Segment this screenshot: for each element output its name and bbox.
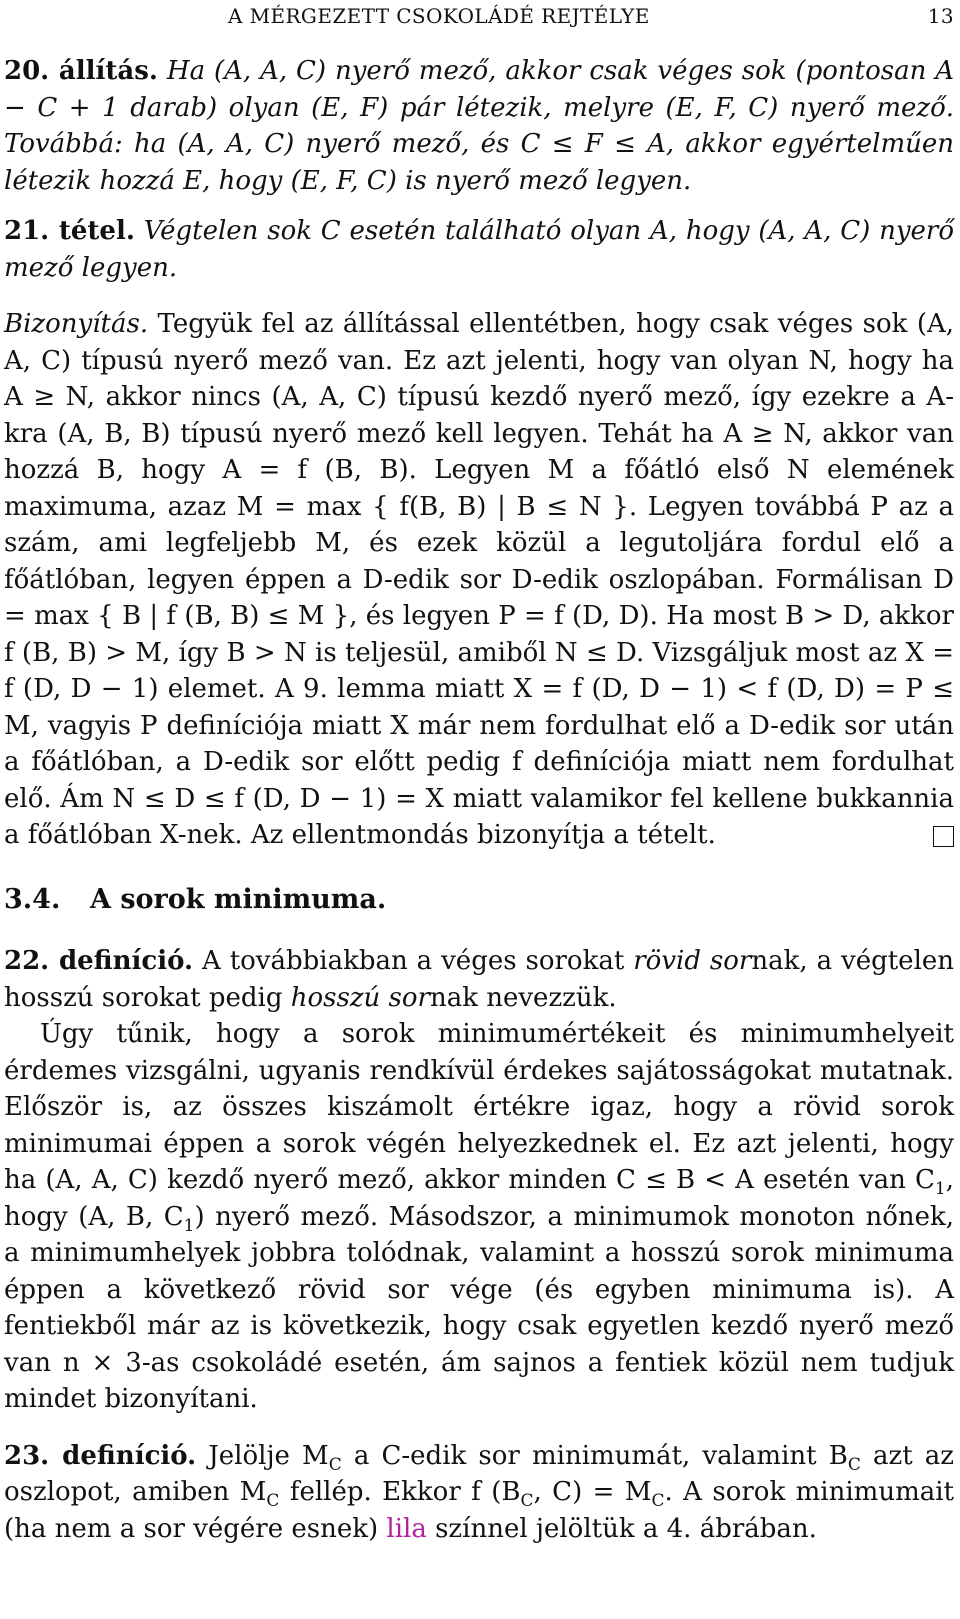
section-number: 3.4. — [4, 883, 61, 915]
proof — [4, 306, 954, 854]
claim-20-text: Ha (A, A, C) nyerő mező, akkor csak véges sok (pontosan A − C + 1 darab) olyan (E, F) pár létezik, melyre (E, F, C) nyerő mező. Továbbá: ha (A, A, C) nyerő mező, és C ≤ F ≤ A, akkor egyértelműen létezik hozzá E, hogy (E, F, C) is nyerő mező legyen. — [4, 56, 955, 196]
subscript: C — [520, 1491, 534, 1512]
definition-22-text: nak, a végtelen hosszú sorokat pedig — [4, 946, 955, 1013]
definition-22-text: A továbbiakban a véges sorokat — [201, 946, 634, 976]
definition-22-text: nak nevezzük. — [429, 982, 617, 1013]
running-title: A MÉRGEZETT CSOKOLÁDÉ REJTÉLYE — [228, 4, 650, 28]
definition-23-text: Jelölje M — [208, 1440, 329, 1471]
paragraph-text: Úgy tűnik, hogy a sorok minimumértékeit és minimumhelyeit érdemes vizsgálni, ugyanis rendkívül érdekes sajátosságokat mutatnak. Először is, az összes kiszámolt értékre igaz, hogy a rövid sorok minimumai éppen a sorok végén helyezkednek el. Ez azt jelenti, hogy ha (A, A, C) kezdő nyerő mező, akkor minden C ≤ B < A esetén van C — [4, 1019, 954, 1195]
definition-23-text: a C-edik sor minimumát, valamint B — [341, 1440, 848, 1471]
subscript: 1 — [934, 1179, 946, 1200]
definition-23-text: . A sorok minimumait (ha nem a sor végére esnek) — [4, 1477, 954, 1544]
definition-23-text: azt az oszlopot, amiben M — [4, 1440, 954, 1507]
theorem-21-text: Végtelen sok C esetén található olyan A, hogy (A, A, C) nyerő mező legyen. — [4, 216, 954, 283]
page-body — [4, 53, 954, 1547]
definition-23-text: színnel jelöltük a 4. ábrában. — [426, 1513, 817, 1544]
theorem-21 — [4, 213, 954, 286]
paragraph-text: ) nyerő mező. Másodszor, a minimumok monoton nőnek, a minimumhelyek jobbra tolódnak, valamint a hosszú sorok minimuma éppen a következő rövid sor vége (és egyben minimuma is). A fentiekből már az is következik, hogy csak egyetlen kezdő nyerő mező van n × 3-as csokoládé esetén, ám sajnos a fentiek közül nem tudjuk mindet bizonyítani. — [4, 1201, 954, 1414]
claim-20 — [4, 53, 954, 199]
term-short-row: rövid sor — [633, 946, 752, 976]
paragraph-text: , hogy (A, B, C — [4, 1165, 954, 1232]
proof-text: Tegyük fel az állítással ellentétben, hogy csak véges sok (A, A, C) típusú nyerő mező van. Ez azt jelenti, hogy van olyan N, hogy ha A ≥ N, akkor nincs (A, A, C) típusú kezdő nyerő mező, így ezekre a A-kra (A, B, B) típusú nyerő mező kell legyen. Tehát ha A ≥ N, akkor van hozzá B, hogy A = f (B, B). Legyen M a főátló első N elemének maximuma, azaz M = max { f(B, B) | B ≤ N }. Legyen továbbá P az a szám, ami legfeljebb M, és ezek közül a legutoljára fordul elő a főátlóban, legyen éppen a D-edik sor D-edik oszlopában. Formálisan D = max { B | f (B, B) ≤ M }, és legyen P = f (D, D). Ha most B > D, akkor f (B, B) > M, így B > N is teljesül, amiből N ≤ D. Vizsgáljuk most az X = f (D, D − 1) elemet. A 9. lemma miatt X = f (D, D − 1) < f (D, D) = P ≤ M, vagyis P definíciója miatt X már nem fordulhat elő a D-edik sor után a főátlóban, a D-edik sor előtt pedig f definíciója miatt nem fordulhat elő. Ám N ≤ D ≤ f (D, D − 1) = X miatt valamikor fel kellene bukkannia a főátlóban X-nek. Az ellentmondás bizonyítja a tételt. — [4, 309, 955, 850]
definition-23 — [4, 1438, 954, 1548]
definition-23-label: 23. definíció. — [4, 1440, 197, 1471]
definition-22-label: 22. definíció. — [4, 946, 194, 976]
running-header — [0, 0, 960, 30]
theorem-21-label: 21. tétel. — [4, 216, 135, 246]
section-title: A sorok minimuma. — [90, 883, 387, 915]
term-long-row: hosszú sor — [290, 982, 430, 1013]
paragraph-minimums — [4, 1016, 954, 1418]
qed-square-icon — [933, 826, 954, 847]
definition-22 — [4, 943, 954, 1016]
proof-label: Bizonyítás. — [4, 309, 149, 339]
subscript: C — [847, 1454, 861, 1475]
highlight-lila: lila — [386, 1513, 427, 1544]
section-heading — [4, 882, 954, 919]
subscript: C — [651, 1491, 665, 1512]
definition-23-text: fellép. Ekkor f (B — [279, 1477, 521, 1507]
definition-23-text: , C) = M — [533, 1477, 652, 1507]
subscript: C — [266, 1491, 280, 1512]
subscript: C — [328, 1454, 342, 1475]
subscript: 1 — [183, 1215, 195, 1236]
page-number: 13 — [927, 4, 954, 28]
claim-20-label: 20. állítás. — [4, 56, 158, 86]
